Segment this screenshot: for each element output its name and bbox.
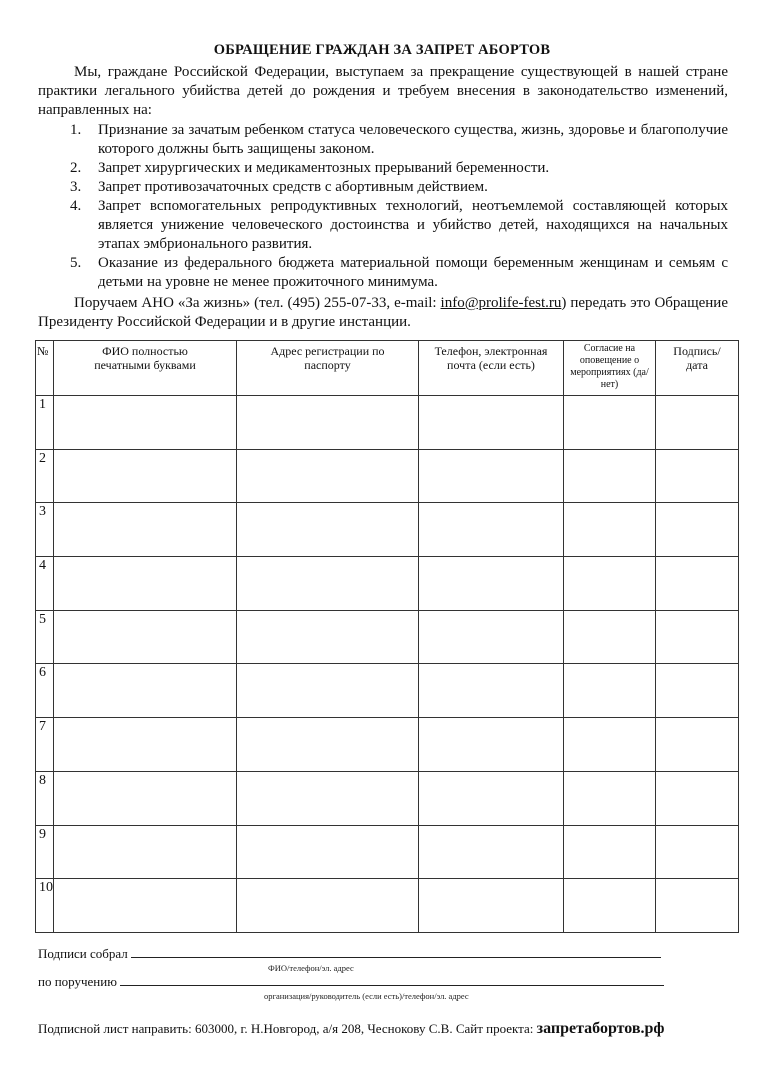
on-behalf-field[interactable] [120, 974, 664, 986]
table-row [36, 771, 739, 825]
name-cell[interactable] [54, 879, 237, 933]
address-cell[interactable] [237, 396, 419, 450]
demands-list [70, 121, 728, 292]
phone-cell[interactable] [419, 718, 564, 772]
list-item-number: 3. [70, 179, 82, 195]
signature-cell[interactable] [656, 718, 739, 772]
table-row [36, 557, 739, 611]
list-item-text: Запрет вспомогательных репродуктивных технологий, неотъемлемой составляющей которых является унижение человеческого достоинства и убийство детей, находящихся на начальных этапах эмбрионального развития. [98, 198, 728, 252]
header-phone: Телефон, электронная почта (если есть) [419, 341, 564, 396]
instruction-paragraph [38, 294, 728, 332]
send-address: Подписной лист направить: 603000, г. Н.Новгород, а/я 208, Чеснокову С.В. Сайт проекта: [38, 1021, 537, 1036]
address-cell[interactable] [237, 503, 419, 557]
signature-cell[interactable] [656, 825, 739, 879]
phone-cell[interactable] [419, 825, 564, 879]
consent-cell[interactable] [564, 610, 656, 664]
signature-cell[interactable] [656, 557, 739, 611]
table-row [36, 718, 739, 772]
consent-cell[interactable] [564, 825, 656, 879]
name-cell[interactable] [54, 664, 237, 718]
address-cell[interactable] [237, 825, 419, 879]
collected-by-field[interactable] [131, 946, 661, 958]
collected-by-hint: ФИО/телефон/эл. адрес [268, 963, 354, 973]
phone-cell[interactable] [419, 396, 564, 450]
collected-by-label: Подписи собрал [38, 946, 128, 961]
list-item-number: 5. [70, 255, 82, 271]
list-item-text: Запрет хирургических и медикаментозных прерываний беременности. [98, 160, 550, 176]
address-cell[interactable] [237, 718, 419, 772]
list-item-number: 4. [70, 198, 82, 214]
header-address: Адрес регистрации по паспорту [237, 341, 419, 396]
consent-cell[interactable] [564, 771, 656, 825]
name-cell[interactable] [54, 610, 237, 664]
row-number: 9 [36, 825, 54, 879]
row-number: 10 [36, 879, 54, 933]
header-consent: Согласие на оповещение о мероприятиях (да/нет) [564, 341, 656, 396]
address-cell[interactable] [237, 610, 419, 664]
instruction-text: Поручаем АНО «За жизнь» (тел. (495) 255-07-33, e-mail: [74, 295, 441, 311]
consent-cell[interactable] [564, 718, 656, 772]
address-cell[interactable] [237, 879, 419, 933]
consent-cell[interactable] [564, 664, 656, 718]
name-cell[interactable] [54, 396, 237, 450]
signature-cell[interactable] [656, 396, 739, 450]
phone-cell[interactable] [419, 771, 564, 825]
signature-cell[interactable] [656, 664, 739, 718]
list-item [70, 159, 728, 178]
instruction-text-end: ) передать это Обращение Президенту Российской Федерации и в другие инстанции. [38, 295, 728, 330]
consent-cell[interactable] [564, 503, 656, 557]
row-number: 1 [36, 396, 54, 450]
phone-cell[interactable] [419, 664, 564, 718]
on-behalf-line [38, 974, 664, 990]
row-number: 5 [36, 610, 54, 664]
table-row [36, 503, 739, 557]
consent-cell[interactable] [564, 449, 656, 503]
signature-cell[interactable] [656, 449, 739, 503]
list-item-number: 2. [70, 160, 82, 176]
list-item-text: Запрет противозачаточных средств с абортивным действием. [98, 179, 488, 195]
phone-cell[interactable] [419, 557, 564, 611]
name-cell[interactable] [54, 557, 237, 611]
phone-cell[interactable] [419, 879, 564, 933]
list-item [70, 121, 728, 159]
name-cell[interactable] [54, 771, 237, 825]
list-item-number: 1. [70, 122, 82, 138]
phone-cell[interactable] [419, 449, 564, 503]
table-row [36, 396, 739, 450]
signature-cell[interactable] [656, 771, 739, 825]
phone-cell[interactable] [419, 610, 564, 664]
on-behalf-label: по поручению [38, 974, 117, 989]
row-number: 6 [36, 664, 54, 718]
address-cell[interactable] [237, 449, 419, 503]
header-name: ФИО полностью печатными буквами [54, 341, 237, 396]
address-cell[interactable] [237, 557, 419, 611]
list-item-text: Оказание из федерального бюджета материальной помощи беременным женщинам и семьям с детьми на уровне не менее прожиточного минимума. [98, 255, 728, 290]
consent-cell[interactable] [564, 396, 656, 450]
row-number: 4 [36, 557, 54, 611]
intro-paragraph: Мы, граждане Российской Федерации, выступаем за прекращение существующей в нашей стране практики легального убийства детей до рождения и требуем внесения в законодательство изменений, направленных на: [38, 64, 728, 118]
address-cell[interactable] [237, 664, 419, 718]
project-site-link[interactable]: запретабортов.рф [536, 1020, 665, 1037]
table-row [36, 449, 739, 503]
name-cell[interactable] [54, 718, 237, 772]
name-cell[interactable] [54, 503, 237, 557]
collected-by-line [38, 946, 661, 962]
signature-cell[interactable] [656, 879, 739, 933]
row-number: 8 [36, 771, 54, 825]
send-instructions [38, 1020, 664, 1038]
signature-table [35, 340, 739, 933]
table-header-row [36, 341, 739, 396]
document-title: ОБРАЩЕНИЕ ГРАЖДАН ЗА ЗАПРЕТ АБОРТОВ [213, 42, 551, 58]
email-link[interactable]: info@prolife-fest.ru [440, 295, 562, 311]
consent-cell[interactable] [564, 879, 656, 933]
table-row [36, 664, 739, 718]
list-item-text: Признание за зачатым ребенком статуса человеческого существа, жизнь, здоровье и благополучие которого должны быть защищены законом. [98, 122, 728, 157]
address-cell[interactable] [237, 771, 419, 825]
table-row [36, 610, 739, 664]
table-row [36, 825, 739, 879]
list-item [70, 178, 728, 197]
row-number: 7 [36, 718, 54, 772]
consent-cell[interactable] [564, 557, 656, 611]
list-item [70, 254, 728, 292]
header-signature: Подпись/ дата [656, 341, 739, 396]
name-cell[interactable] [54, 825, 237, 879]
signature-cell[interactable] [656, 610, 739, 664]
header-num: № [36, 341, 54, 396]
table-row [36, 879, 739, 933]
row-number: 2 [36, 449, 54, 503]
list-item [70, 197, 728, 254]
on-behalf-hint: организация/руководитель (если есть)/телефон/эл. адрес [264, 991, 469, 1001]
row-number: 3 [36, 503, 54, 557]
name-cell[interactable] [54, 449, 237, 503]
phone-cell[interactable] [419, 503, 564, 557]
signature-cell[interactable] [656, 503, 739, 557]
